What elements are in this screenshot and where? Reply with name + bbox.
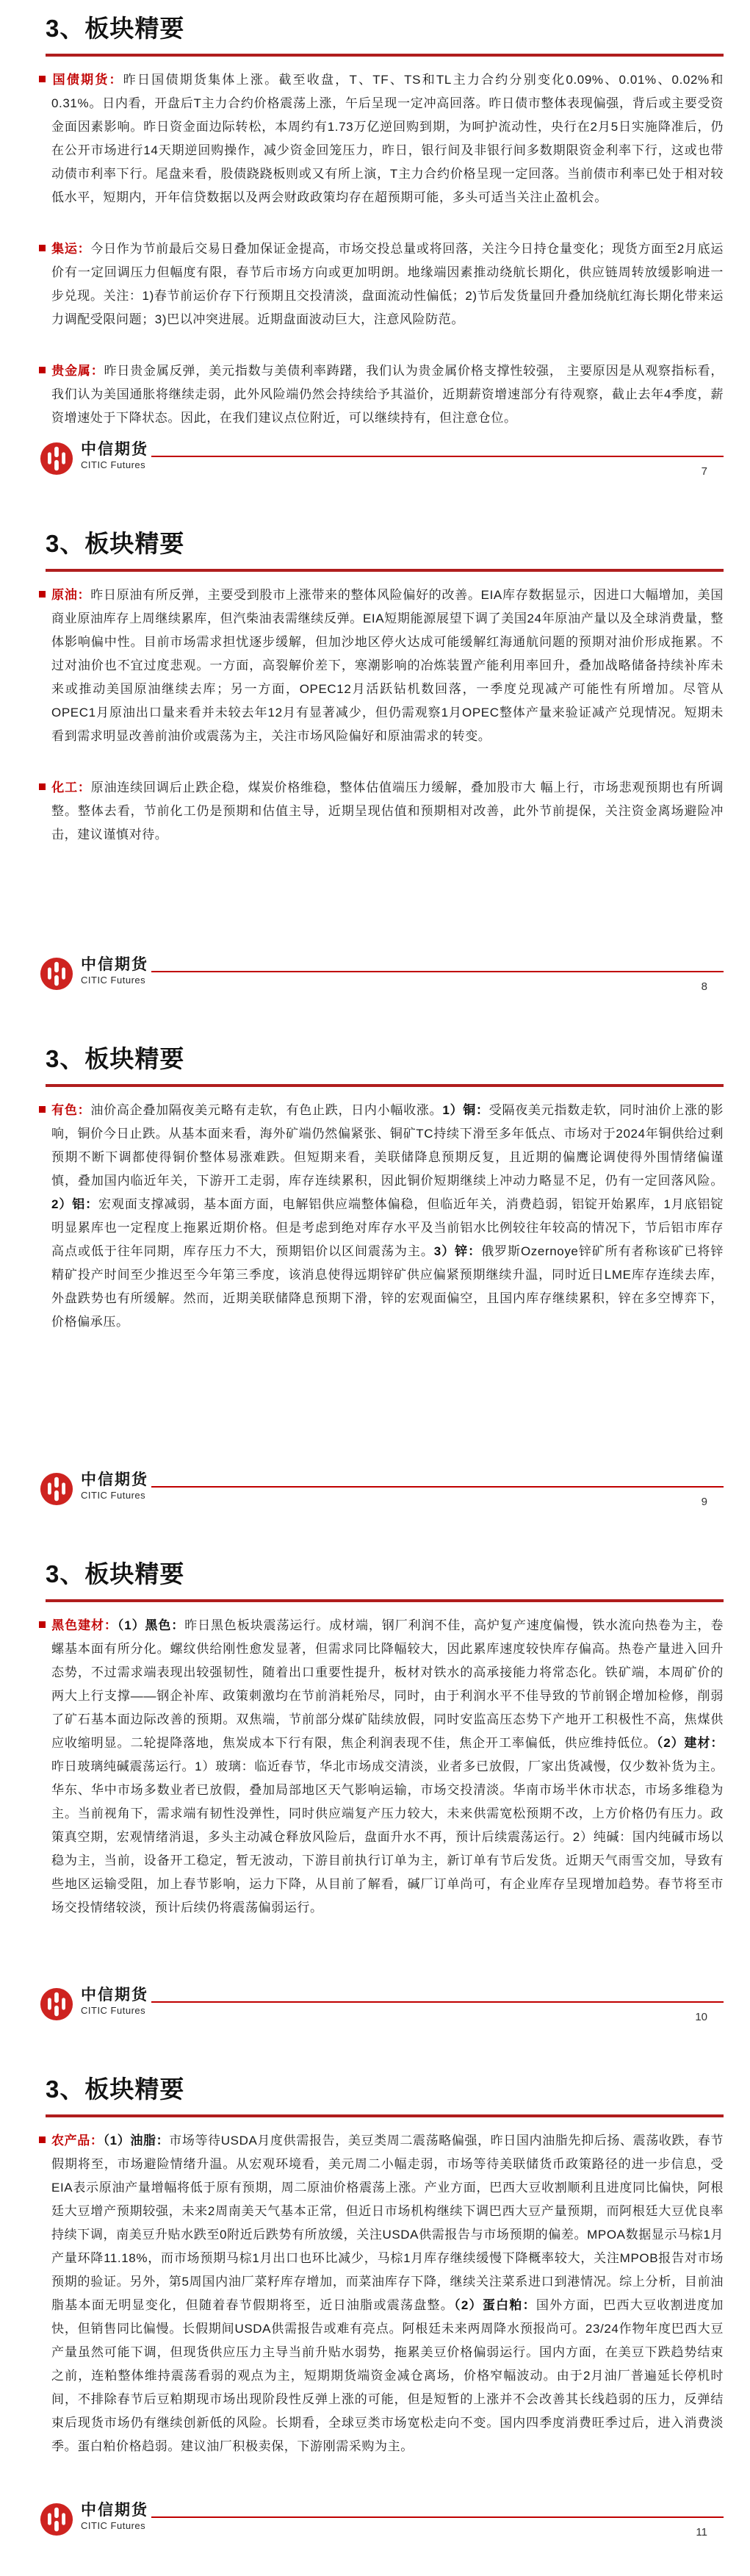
footer-rule [151, 971, 724, 972]
text-segment: （2）建材： [656, 1736, 724, 1750]
brand-cn: 中信期货 [81, 1987, 148, 2003]
citic-futures-logo-icon [40, 1472, 73, 1506]
brand-cn: 中信期货 [81, 956, 148, 973]
report-page [0, 2061, 750, 2576]
text-segment: 今日作为节前最后交易日叠加保证金提高，市场交投总量或将回落，关注今日持仓量变化；现货方面至2月底运价有一定回调压力但幅度有限，春节后市场方向或更加明朗。地缘端因素推动绕航长期化，供应链周转放缓影响进一步兑现。关注：1)春节前运价存下行预期且交投清淡，盘面流动性偏低；2)节后发货量回升叠加绕航红海长期化带来运力调配受限问题；3)巴以冲突进展。近期盘面波动巨大，注意风险防范。 [51, 242, 724, 326]
page-number: 7 [701, 465, 707, 478]
page-body [46, 2129, 724, 2458]
brand-block [81, 1471, 148, 1502]
brand-block [81, 2501, 148, 2532]
citic-futures-logo-icon [40, 442, 73, 476]
page-footer [40, 440, 724, 487]
page-number: 8 [701, 980, 707, 993]
page-title: 3、板块精要 [46, 530, 185, 557]
footer-rule [151, 2001, 724, 2003]
text-segment: 国外方面，巴西大豆收割进度加快，但销售同比偏慢。长假期间USDA供需报告或难有亮点。阿根廷未来两周降水预报尚可。23/24作物年度巴西大豆产量虽然可能下调，但现货供应压力主导当前升贴水弱势，拖累美豆价格偏弱运行。国内方面，在美豆下跌趋势结束之前，连粕整体维持震荡看弱的观点为主，短期期货端资金减仓离场，价格窄幅波动。由于2月油厂普遍延长停机时间，不排除春节后豆粕期现市场出现阶段性反弹上涨的可能，但是短暂的上涨并不会改善其长线趋弱的压力，反弹结束后现货市场仍有继续创新低的风险。长期看，全球豆类市场宽松走向不变。国内四季度消费旺季过后，进入消费淡季。蛋白粕价格趋弱。建议油厂积极卖保，下游刚需采购为主。 [51, 2298, 724, 2453]
text-segment: 昨日原油有所反弹，主要受到股市上涨带来的整体风险偏好的改善。EIA库存数据显示，因进口大幅增加，美国商业原油库存上周继续累库，但汽柴油表需继续反弹。EIA短期能源展望下调了美国24年原油产量以及全球消费量，整体影响偏中性。目前市场需求担忧逐步缓解，但加沙地区停火达成可能缓解红海通航问题的预期对油价形成拖累。不过对油价也不宜过度悲观。一方面，高裂解价差下，寒潮影响的冶炼装置产能利用率回升，叠加战略储备持续补库未来或推动美国原油继续去库；另一方面，OPEC12月活跃钻机数回落，一季度兑现减产可能性有所增加。尽管从OPEC1月原油出口量来看并未较去年12月有显著减少，但仍需观察1月OPEC整体产量来验证减产兑现情况。短期未看到需求明显改善前油价或震荡为主，关注市场风险偏好和原油需求的转变。 [51, 588, 724, 743]
page-title: 3、板块精要 [46, 2075, 185, 2103]
brand-en: CITIC Futures [81, 2520, 146, 2531]
brand-block [81, 1986, 148, 2017]
bullet-paragraph [46, 359, 724, 430]
text-segment: 俄罗斯Ozernoye锌矿所有者称该矿已将锌精矿投产时间至少推迟至今年第三季度，该消息使得远期锌矿供应偏紧预期继续升温，同时近日LME库存连续去库，外盘跌势也有所缓解。然而，近期美联储降息预期下滑，锌的宏观面偏空，且国内库存继续累积，锌在多空博弈下，价格偏承压。 [51, 1244, 724, 1329]
citic-futures-logo-icon [40, 2503, 73, 2536]
citic-futures-logo-icon [40, 957, 73, 991]
bullet-paragraph [46, 2129, 724, 2458]
page-number: 11 [696, 2526, 707, 2539]
brand-en: CITIC Futures [81, 975, 146, 986]
title-underline [46, 2114, 724, 2117]
brand-en: CITIC Futures [81, 459, 146, 470]
title-underline [46, 54, 724, 57]
text-segment: （1）黑色： [117, 1618, 185, 1632]
bullet-paragraph [46, 237, 724, 331]
text-segment: （1）油脂： [103, 2134, 170, 2148]
bullet-square-icon [39, 1621, 46, 1628]
brand-cn: 中信期货 [81, 1471, 148, 1488]
report-page [0, 0, 750, 515]
page-content [0, 515, 750, 847]
page-footer [40, 2501, 724, 2548]
text-segment: 原油连续回调后止跌企稳，煤炭价格维稳，整体估值端压力缓解，叠加股市大 幅上行，市场悲观预期也有所调整。整体去看，节前化工仍是预期和估值主导，近期呈现估值和预期相对改善，此外节前提保，关注资金离场避险冲击，建议谨慎对待。 [51, 781, 724, 842]
report-page [0, 515, 750, 1030]
bullet-paragraph [46, 1099, 724, 1334]
bullet-label: 有色： [51, 1103, 91, 1117]
page-content [0, 2061, 750, 2458]
bullet-label: 农产品： [51, 2134, 104, 2148]
footer-rule [151, 2516, 724, 2518]
bullet-square-icon [39, 1106, 46, 1113]
report-page [0, 1030, 750, 1546]
bullet-label: 化工： [51, 781, 91, 794]
brand-en: CITIC Futures [81, 2005, 146, 2016]
text-segment: 昨日国债期货集体上涨。截至收盘，T、TF、TS和TL主力合约分别变化0.09%、0.01%、0.02%和0.31%。日内看，开盘后T主力合约价格震荡上涨，午后呈现一定冲高回落。昨日债市整体表现偏强，背后或主要受资金面因素影响。昨日资金面边际转松，本周约有1.73万亿逆回购到期，为呵护流动性，央行在2月5日实施降准后，仍在公开市场进行14天期逆回购操作，减少资金回笼压力，昨日，银行间及非银行间多数期限资金利率下行，这或也带动债市利率下行。尾盘来看，股债跷跷板则或又有所上演，T主力合约价格呈现一定回落。当前债市利率已处于相对较低水平，短期内，开年信贷数据以及两会财政政策均存在超预期可能，多头可适当关注止盈机会。 [51, 73, 724, 204]
title-underline [46, 1599, 724, 1602]
page-footer [40, 1986, 724, 2033]
page-body [46, 68, 724, 430]
text-segment: 昨日玻璃纯碱震荡运行。1）玻璃：临近春节，华北市场成交清淡，业者多已放假，厂家出货减慢，仅少数补货为主。华东、华中市场多数业者已放假，叠加局部地区天气影响运输，市场交投清淡。华南市场半休市状态，市场多维稳为主。当前视角下，需求端有韧性没弹性，同时供应端复产压力较大，未来供需宽松预期不改，上方价格仍有压力。政策真空期，宏观情绪消退，多头主动减仓释放风险后，盘面升水不再，预计后续震荡运行。2）纯碱：国内纯碱市场以稳为主，当前，设备开工稳定，暂无波动，下游目前执行订单为主，新订单有节后发货。近期天气雨雪交加，导致有些地区运输受阻，加上春节影响，运力下降，从目前了解看，碱厂订单尚可，有企业库存呈现增加趋势。春节将至市场交投情绪较淡，预计后续仍将震荡偏弱运行。 [51, 1759, 724, 1915]
bullet-paragraph [46, 1614, 724, 1920]
page-body [46, 1614, 724, 1920]
text-segment: 昨日贵金属反弹，美元指数与美债利率踌躇，我们认为贵金属价格支撑性较强， 主要原因是从观察指标看，我们认为美国通胀将继续走弱，此外风险端仍然会持续给予其溢价，近期薪资增速部分有待观察，截止去年4季度，薪资增速处于下降状态。因此，在我们建议点位附近，可以继续持有，但注意仓位。 [51, 364, 724, 425]
footer-rule [151, 1486, 724, 1488]
bullet-label: 国债期货： [51, 73, 123, 87]
brand-block [81, 955, 148, 986]
citic-futures-logo-icon [40, 1987, 73, 2021]
bullet-square-icon [39, 783, 46, 790]
bullet-label: 黑色建材： [51, 1618, 118, 1632]
bullet-label: 原油： [51, 588, 91, 602]
page-number: 10 [695, 2011, 707, 2023]
page-footer [40, 1471, 724, 1518]
bullet-label: 集运： [51, 242, 91, 256]
text-segment: 昨日黑色板块震荡运行。成材端，钢厂利润不佳，高炉复产速度偏慢，铁水流向热卷为主，卷螺基本面有所分化。螺纹供给刚性愈发显著，但需求同比降幅较大，因此累库速度较快库存偏高。热卷产量进入回升态势，不过需求端表现出较强韧性，随着出口重要性提升，板材对铁水的高承接能力将常态化。铁矿端，本周矿价的两大上行支撑——钢企补库、政策刺激均在节前消耗殆尽，同时，由于利润水平不佳导致的节前钢企增加检修，削弱了矿石基本面边际改善的预期。双焦端，节前部分煤矿陆续放假，同时安监高压态势下产地开工积极性不高，焦煤供应收缩明显。二轮提降落地，焦炭成本下行有限，焦企利润表现不佳，焦企开工率偏低，供应维持低位。 [51, 1618, 724, 1750]
title-underline [46, 569, 724, 572]
page-content [0, 1030, 750, 1334]
text-segment: 油价高企叠加隔夜美元略有走软，有色止跌，日内小幅收涨。 [90, 1103, 443, 1117]
page-title: 3、板块精要 [46, 1045, 185, 1072]
page-title: 3、板块精要 [46, 15, 185, 42]
bullet-square-icon [39, 2136, 46, 2143]
bullet-square-icon [39, 367, 46, 373]
title-underline [46, 1084, 724, 1087]
bullet-square-icon [39, 245, 46, 251]
text-segment: 1）铜： [442, 1103, 489, 1117]
text-segment: 市场等待USDA月度供需报告，美豆类周二震荡略偏强，昨日国内油脂先抑后扬、震荡收跌，春节假期将至，市场避险情绪升温。从宏观环境看，美元周二小幅走弱，市场等待美联储货币政策路径的进一步信息，受EIA表示原油产量增幅将低于原有预期，周二原油价格震荡上涨。产业方面，巴西大豆收割顺利且进度同比偏快，阿根廷大豆增产预期较强，未来2周南美天气基本正常，但近日市场机构继续下调巴西大豆产量预期，而阿根廷大豆优良率持续下调，南美豆升贴水跌至0附近后跌势有所放缓，关注USDA供需报告与市场预期的偏差。MPOA数据显示马棕1月产量环降11.18%，而市场预期马棕1月出口也环比减少，马棕1月库存继续缓慢下降概率较大，关注MPOB报告对市场预期的验证。另外，第5周国内油厂菜籽库存增加，而菜油库存下降，继续关注菜系进口到港情况。综上分析，目前油脂基本面无明显变化，但随着春节假期将至，近日油脂或震荡盘整。 [51, 2134, 724, 2312]
footer-rule [151, 456, 724, 457]
page-content [0, 0, 750, 430]
page-title: 3、板块精要 [46, 1560, 185, 1587]
text-segment: 宏观面支撑减弱，基本面方面，电解铝供应端整体偏稳，但临近年关，消费趋弱，铝锭开始累库，1月底铝锭明显累库也一定程度上拖累近期价格。但是考虑到绝对库存水平及当前铝水比例较往年较高的情况下，节后铝市库存高点或低于往年同期，库存压力不大，预期铝价以区间震荡为主。 [51, 1197, 724, 1258]
text-segment: 3）锌： [433, 1244, 482, 1258]
page-body [46, 1099, 724, 1334]
page-body [46, 584, 724, 847]
bullet-square-icon [39, 591, 46, 598]
brand-cn: 中信期货 [81, 441, 148, 458]
bullet-label: 贵金属： [51, 364, 104, 378]
text-segment: 受隔夜美元指数走软，同时油价上涨的影响，铜价今日止跌。从基本面来看，海外矿端仍然偏紧张、铜矿TC持续下滑至多年低点、市场对于2024年铜供给过剩预期不断下调都使得铜价整体易涨难跌。但短期来看，美联储降息预期反复，且近期的偏鹰论调使得外围情绪偏谨慎，叠加国内临近年关，下游开工走弱，库存连续累积，因此铜价短期继续上冲动力略显不足，仍有一定回落风险。 [51, 1103, 724, 1188]
page-number: 9 [701, 1496, 707, 1508]
page-content [0, 1546, 750, 1920]
bullet-paragraph [46, 776, 724, 847]
bullet-paragraph [46, 68, 724, 209]
report-page [0, 1546, 750, 2061]
brand-block [81, 440, 148, 471]
text-segment: （2）蛋白粕： [454, 2298, 536, 2312]
page-footer [40, 955, 724, 1002]
bullet-square-icon [39, 76, 46, 82]
brand-cn: 中信期货 [81, 2502, 148, 2519]
brand-en: CITIC Futures [81, 1490, 146, 1501]
bullet-paragraph [46, 584, 724, 748]
text-segment: 2）铝： [51, 1197, 99, 1211]
